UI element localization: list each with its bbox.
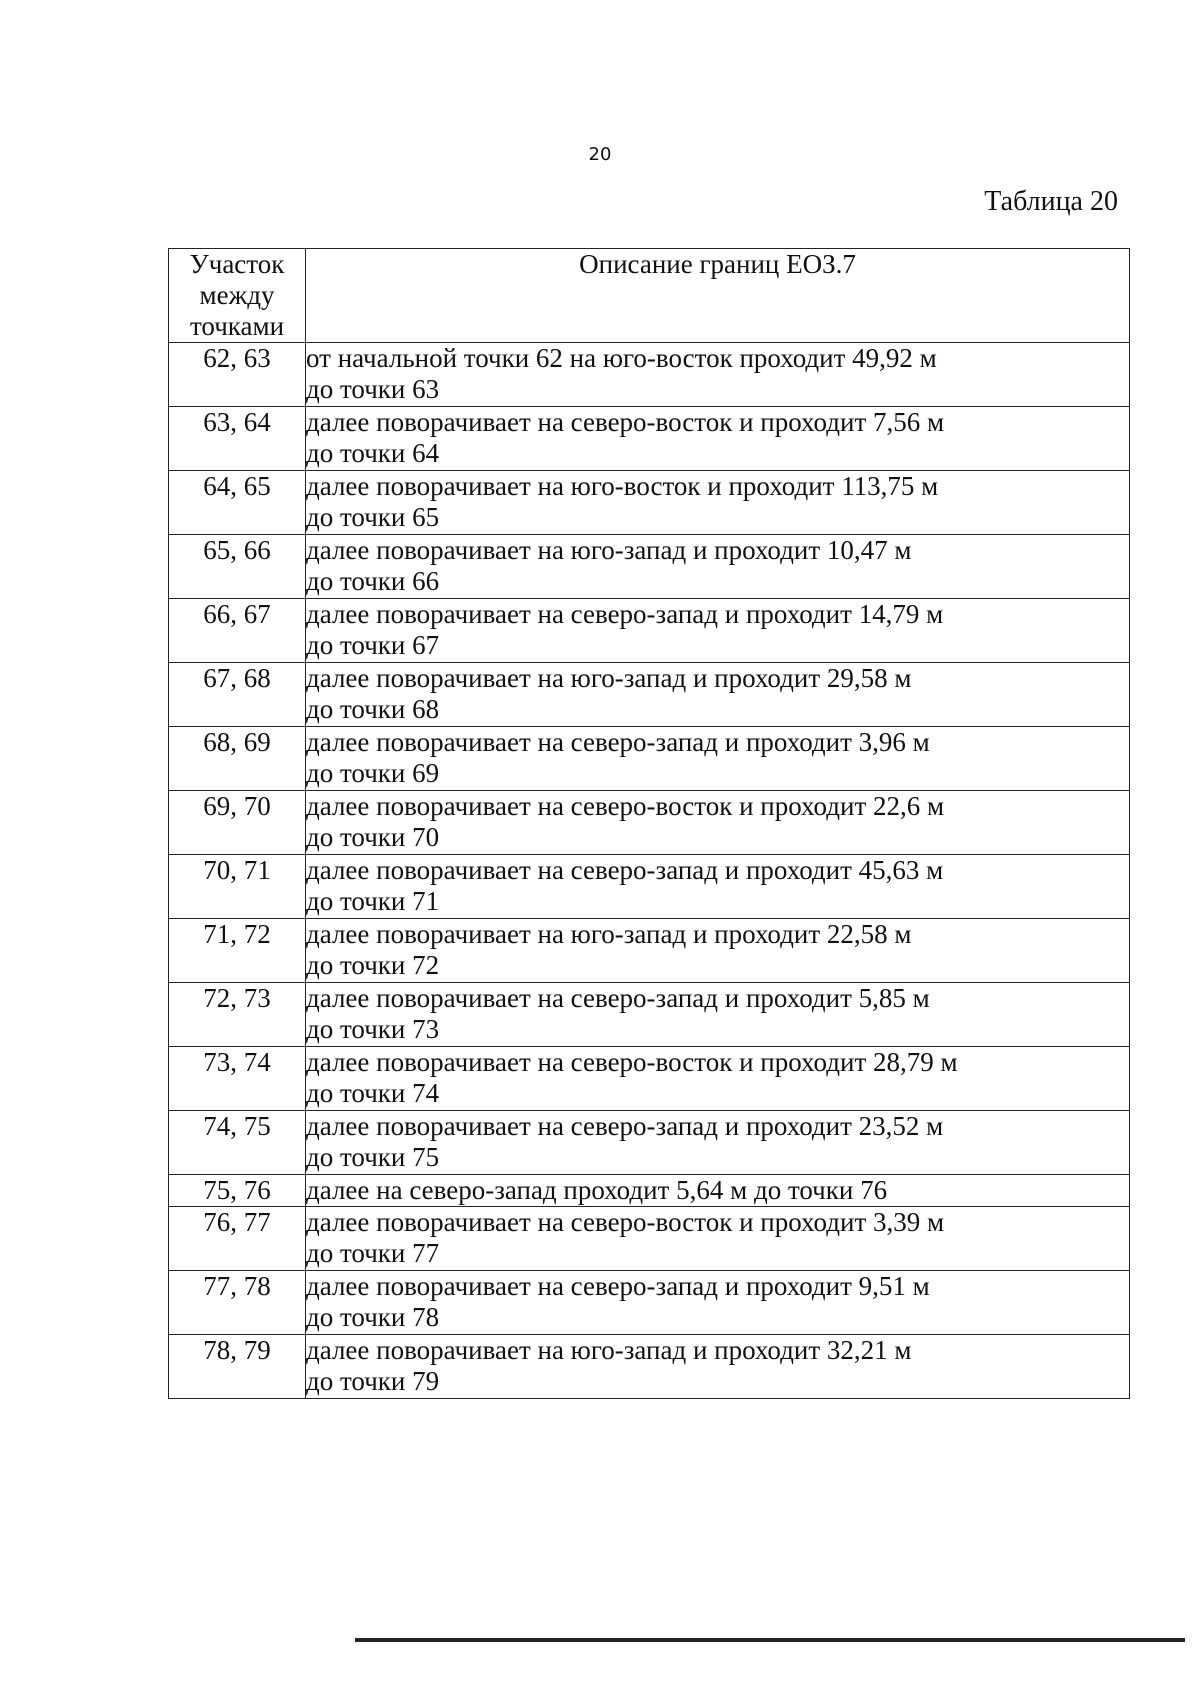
segment-cell: 74, 75 (169, 1111, 306, 1175)
description-cell (306, 535, 1130, 599)
segment-cell: 65, 66 (169, 535, 306, 599)
description-line: до точки 71 (306, 886, 440, 916)
description-line: до точки 74 (306, 1078, 440, 1108)
table-row (169, 983, 1130, 1047)
description-cell (306, 1111, 1130, 1175)
description-line: до точки 79 (306, 1366, 440, 1396)
description-line: до точки 72 (306, 950, 440, 980)
segment-cell: 70, 71 (169, 855, 306, 919)
table-row (169, 535, 1130, 599)
footer-rule (355, 1638, 1185, 1642)
description-cell (306, 1047, 1130, 1111)
description-line: далее поворачивает на северо-запад и проходит 14,79 м (306, 599, 944, 629)
description-line: далее поворачивает на северо-запад и проходит 9,51 м (306, 1271, 930, 1301)
table-row (169, 663, 1130, 727)
description-line: далее поворачивает на северо-запад и проходит 23,52 м (306, 1111, 944, 1141)
description-cell (306, 1335, 1130, 1399)
description-line: до точки 75 (306, 1142, 440, 1172)
table-row (169, 1111, 1130, 1175)
description-line: далее поворачивает на юго-запад и проходит 32,21 м (306, 1335, 912, 1365)
table-row (169, 407, 1130, 471)
table-row (169, 855, 1130, 919)
segment-cell: 78, 79 (169, 1335, 306, 1399)
segment-cell: 71, 72 (169, 919, 306, 983)
description-line: далее поворачивает на северо-восток и проходит 28,79 м (306, 1047, 958, 1077)
page-number: 20 (588, 144, 612, 165)
description-cell (306, 343, 1130, 407)
segment-cell: 66, 67 (169, 599, 306, 663)
description-line: до точки 64 (306, 438, 440, 468)
segment-cell: 76, 77 (169, 1207, 306, 1271)
description-line: до точки 68 (306, 694, 440, 724)
description-line: до точки 63 (306, 374, 440, 404)
description-cell (306, 1271, 1130, 1335)
description-line: далее поворачивает на северо-восток и проходит 22,6 м (306, 791, 945, 821)
description-line: до точки 69 (306, 758, 440, 788)
description-line: далее поворачивает на юго-запад и проходит 22,58 м (306, 919, 912, 949)
table-caption: Таблица 20 (984, 186, 1118, 217)
table-row (169, 1335, 1130, 1399)
description-line: до точки 78 (306, 1302, 440, 1332)
header-description: Описание границ ЕОЗ.7 (306, 249, 1130, 343)
table-row (169, 343, 1130, 407)
table-header-row (169, 249, 1130, 343)
description-line: далее поворачивает на северо-восток и проходит 7,56 м (306, 407, 945, 437)
segment-cell: 68, 69 (169, 727, 306, 791)
description-cell (306, 1207, 1130, 1271)
description-line: далее поворачивает на северо-запад и проходит 3,96 м (306, 727, 930, 757)
segment-cell: 72, 73 (169, 983, 306, 1047)
description-cell (306, 727, 1130, 791)
description-cell (306, 471, 1130, 535)
description-line: от начальной точки 62 на юго-восток проходит 49,92 м (306, 343, 937, 373)
description-line: до точки 65 (306, 502, 440, 532)
table-row (169, 471, 1130, 535)
segment-cell: 77, 78 (169, 1271, 306, 1335)
boundary-table (168, 248, 1130, 1399)
description-line: до точки 66 (306, 566, 440, 596)
segment-cell: 69, 70 (169, 791, 306, 855)
description-line: до точки 70 (306, 822, 440, 852)
description-cell (306, 1175, 1130, 1207)
table-row (169, 727, 1130, 791)
segment-cell: 62, 63 (169, 343, 306, 407)
segment-cell: 64, 65 (169, 471, 306, 535)
description-line: далее поворачивает на северо-запад и проходит 5,85 м (306, 983, 930, 1013)
description-cell (306, 791, 1130, 855)
header-segment: Участок между точками (169, 249, 306, 343)
description-line: далее поворачивает на юго-восток и проходит 113,75 м (306, 471, 939, 501)
description-line: далее на северо-запад проходит 5,64 м до точки 76 (306, 1175, 888, 1205)
table-row (169, 1175, 1130, 1207)
description-line: далее поворачивает на северо-запад и проходит 45,63 м (306, 855, 944, 885)
table-body (169, 343, 1130, 1399)
description-line: до точки 77 (306, 1238, 440, 1268)
description-cell (306, 855, 1130, 919)
description-line: далее поворачивает на юго-запад и проходит 10,47 м (306, 535, 912, 565)
description-line: до точки 73 (306, 1014, 440, 1044)
description-cell (306, 599, 1130, 663)
segment-cell: 75, 76 (169, 1175, 306, 1207)
description-line: далее поворачивает на северо-восток и проходит 3,39 м (306, 1207, 945, 1237)
description-cell (306, 983, 1130, 1047)
segment-cell: 73, 74 (169, 1047, 306, 1111)
description-cell (306, 663, 1130, 727)
segment-cell: 67, 68 (169, 663, 306, 727)
description-cell (306, 407, 1130, 471)
table-row (169, 599, 1130, 663)
table-row (169, 1047, 1130, 1111)
table-row (169, 919, 1130, 983)
description-line: далее поворачивает на юго-запад и проходит 29,58 м (306, 663, 912, 693)
description-cell (306, 919, 1130, 983)
segment-cell: 63, 64 (169, 407, 306, 471)
table-row (169, 791, 1130, 855)
description-line: до точки 67 (306, 630, 440, 660)
table-row (169, 1207, 1130, 1271)
table-row (169, 1271, 1130, 1335)
